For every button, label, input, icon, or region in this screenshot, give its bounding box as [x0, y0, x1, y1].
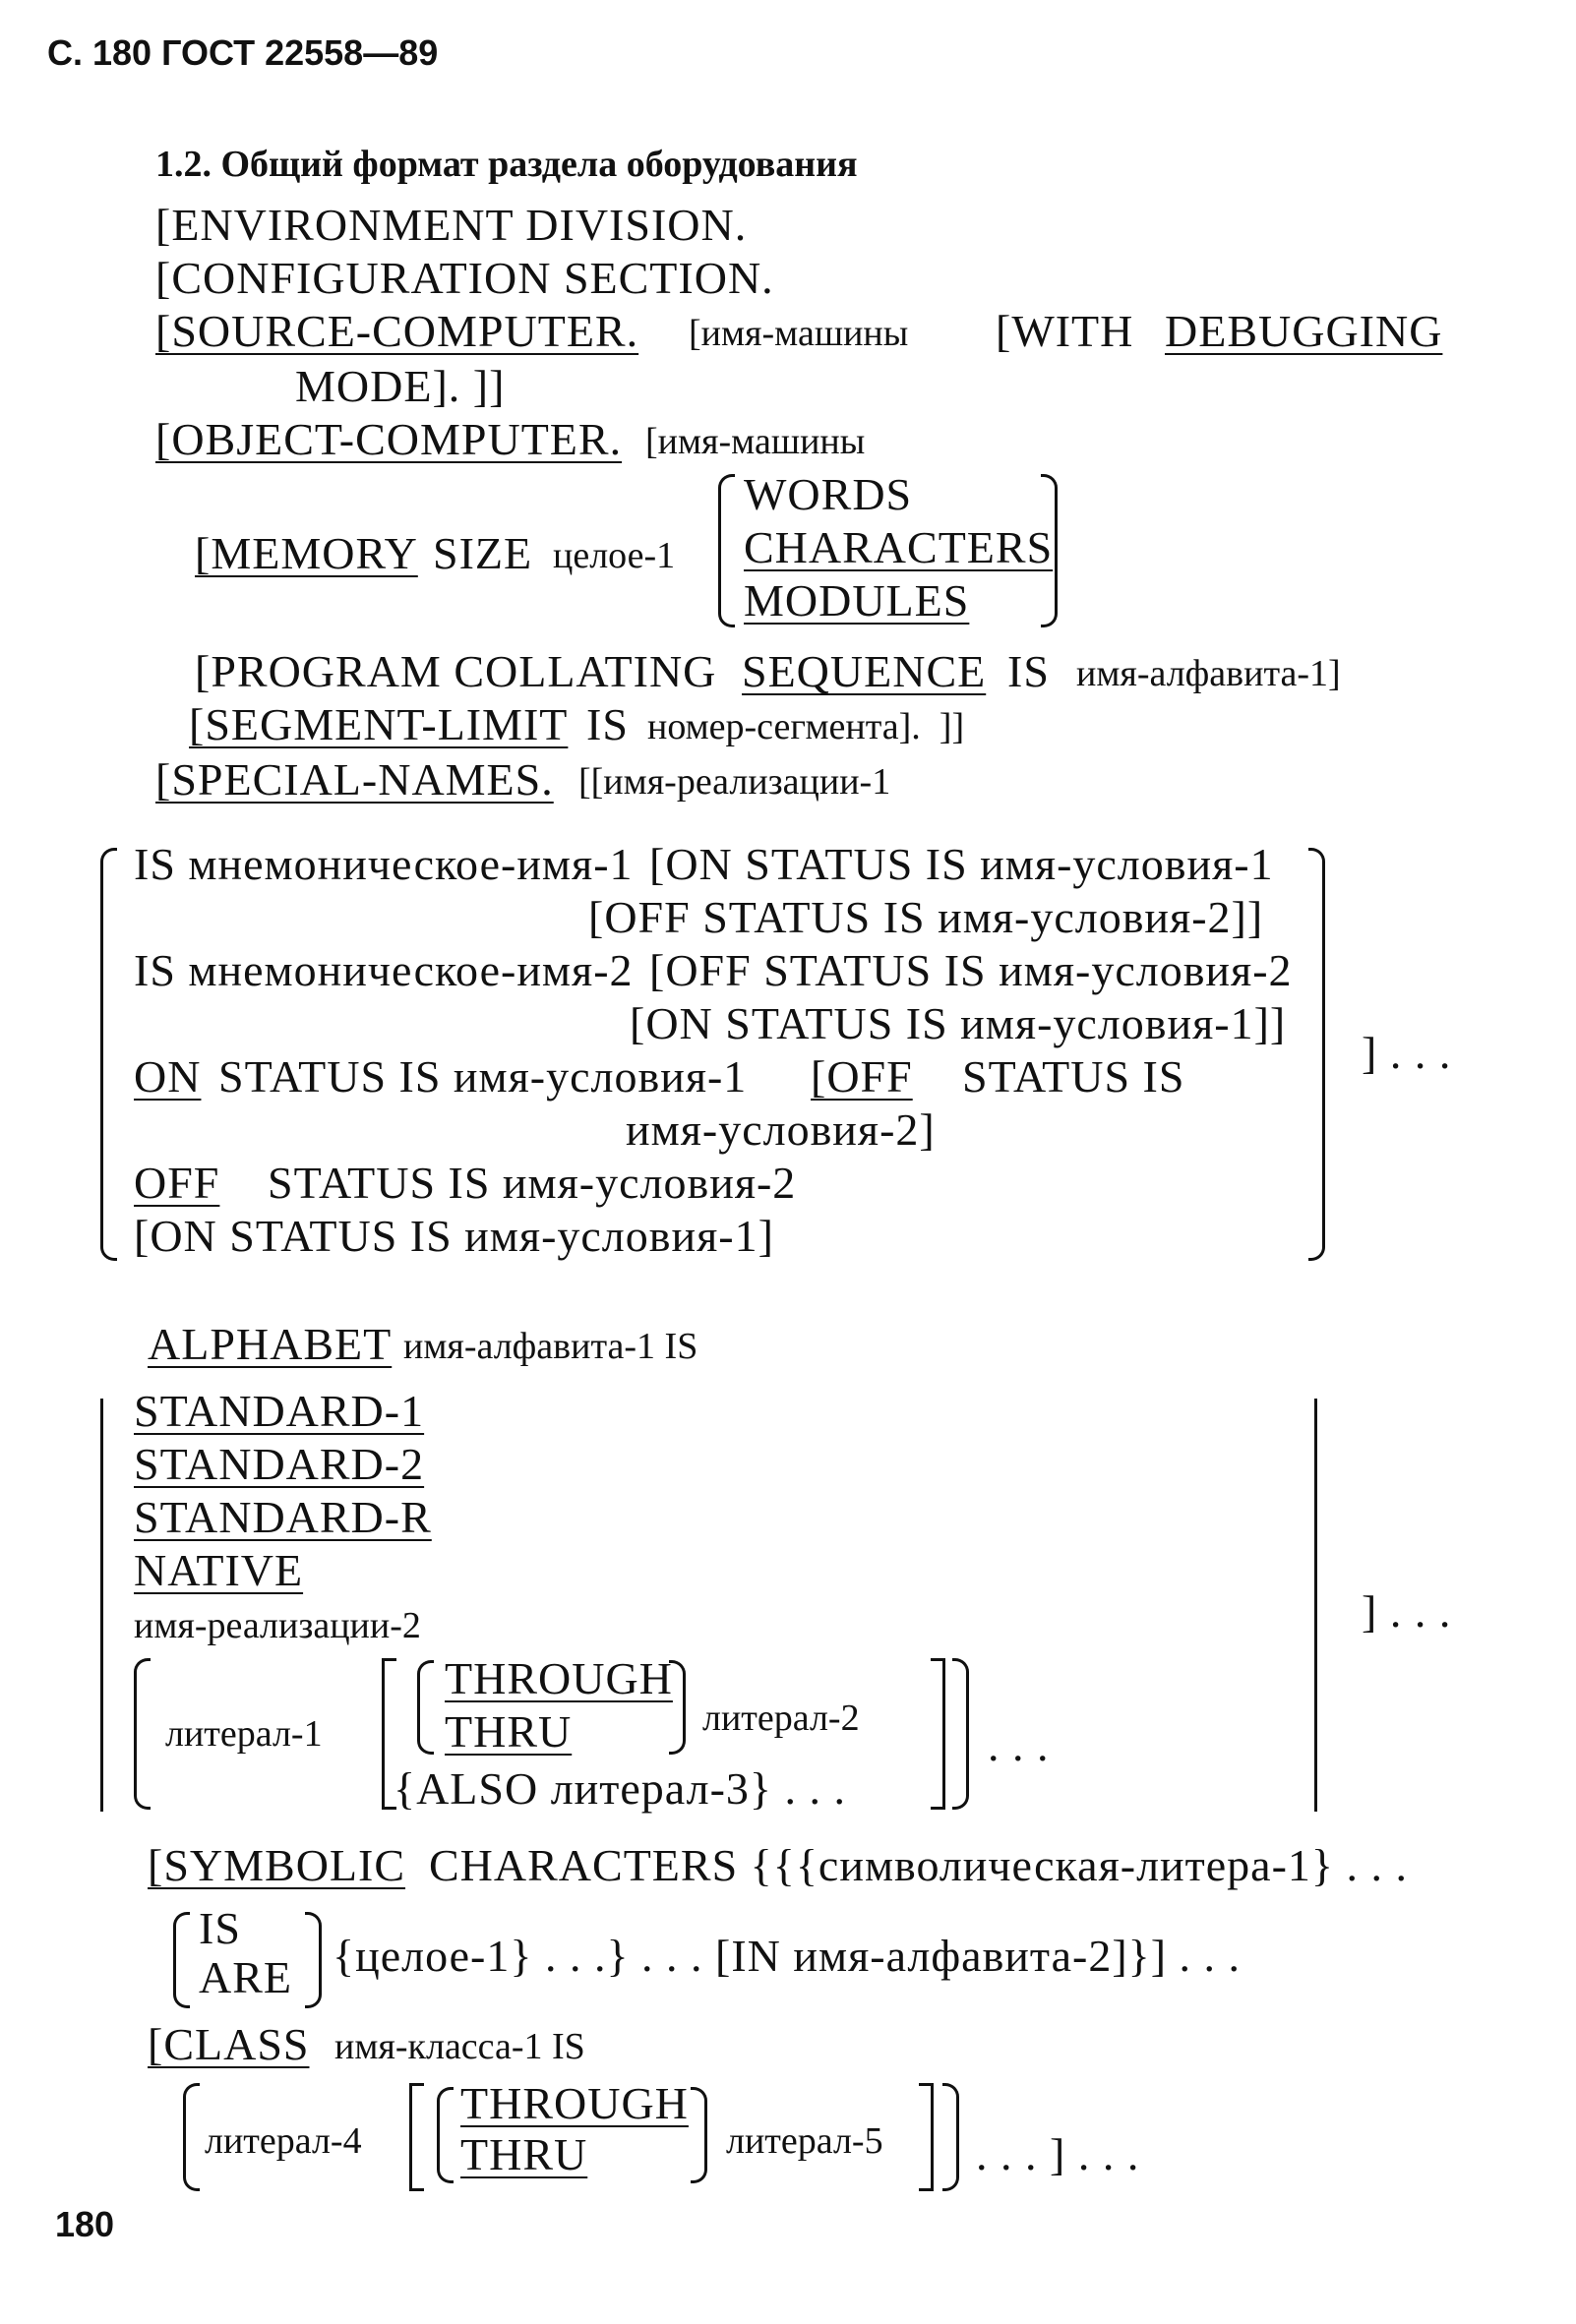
on-keyword: ON	[134, 1051, 202, 1102]
implementor-name-2-text: имя-реализации-2	[134, 1605, 421, 1646]
memory-option-words: WORDS	[744, 469, 913, 519]
standard-r-keyword: STANDARD-R	[134, 1492, 432, 1542]
class-thru-keyword: THRU	[460, 2129, 588, 2179]
class-through-right-brace	[691, 2087, 707, 2183]
standard-2-keyword: STANDARD-2	[134, 1439, 425, 1489]
are-keyword-sym: ARE	[199, 1952, 292, 2002]
section-title: 1.2. Общий формат раздела оборудования	[155, 144, 858, 185]
on-status-1-text: [ON STATUS IS имя-условия-1	[649, 839, 1274, 889]
memory-right-brace	[1041, 474, 1058, 627]
literal-repeat-dots: . . .	[988, 1720, 1050, 1770]
machine-name-text: [имя-машины	[689, 313, 909, 354]
class-left-bracket	[409, 2083, 424, 2191]
class-right-bracket	[919, 2083, 934, 2191]
memory-left-brace	[718, 474, 735, 627]
class-repeat-dots: . . . ] . . .	[976, 2129, 1140, 2179]
segment-number-text: номер-сегмента]. ]]	[647, 706, 965, 747]
sequence-keyword: SEQUENCE	[742, 646, 987, 696]
memory-option-characters: CHARACTERS	[744, 522, 1054, 572]
through-right-brace	[669, 1660, 686, 1755]
condition-name-2-text: имя-условия-2]	[626, 1104, 936, 1155]
alphabet-repeat: ] . . .	[1362, 1586, 1452, 1637]
memory-keyword: [MEMORY	[195, 528, 418, 578]
symbolic-integer-text: {целое-1} . . .} . . . [IN имя-алфавита-2]}] . . .	[333, 1931, 1242, 1981]
class-name-text: имя-класса-1 IS	[334, 2026, 585, 2067]
literal-right-brace	[952, 1658, 969, 1810]
through-keyword: THROUGH	[445, 1653, 673, 1703]
size-keyword: SIZE	[433, 528, 533, 578]
object-machine-name-text: [имя-машины	[645, 421, 866, 462]
special-names-right-brace	[1308, 848, 1325, 1261]
page-number: 180	[55, 2204, 115, 2244]
class-left-brace	[183, 2083, 200, 2191]
symbolic-keyword: [SYMBOLIC	[148, 1840, 406, 1890]
symbolic-characters-text: CHARACTERS {{{символическая-литера-1} . . .	[429, 1840, 1408, 1890]
environment-division-line: [ENVIRONMENT DIVISION.	[155, 200, 748, 250]
off-status-2-text: [OFF STATUS IS имя-условия-2]]	[588, 892, 1264, 942]
is-keyword-seg: IS	[586, 699, 629, 749]
debugging-keyword: DEBUGGING	[1165, 306, 1443, 356]
literal-1-text: литерал-1	[165, 1713, 323, 1755]
configuration-section-line: [CONFIGURATION SECTION.	[155, 253, 774, 303]
off-keyword-bracket: [OFF	[811, 1051, 913, 1102]
alphabet-name-1-text: имя-алфавита-1]	[1076, 653, 1341, 694]
literal-2-text: литерал-2	[702, 1698, 860, 1739]
literal-right-bracket	[931, 1658, 945, 1810]
class-through-left-brace	[437, 2087, 454, 2183]
also-literal-3-text: {ALSO литерал-3} . . .	[394, 1763, 846, 1814]
alphabet-keyword: ALPHABET	[148, 1319, 393, 1369]
is-keyword-pcs: IS	[1007, 646, 1050, 696]
program-collating-keyword: [PROGRAM COLLATING	[195, 646, 717, 696]
native-keyword: NATIVE	[134, 1545, 304, 1595]
on-status-condition-1-text: [ON STATUS IS имя-условия-1]	[134, 1211, 774, 1261]
integer-1-text: целое-1	[553, 535, 676, 576]
literal-4-text: литерал-4	[205, 2120, 362, 2162]
off-status-2b-text: [OFF STATUS IS имя-условия-2	[649, 945, 1293, 995]
off-keyword: OFF	[134, 1158, 220, 1208]
special-names-keyword: [SPECIAL-NAMES.	[155, 754, 554, 804]
mode-line: MODE]. ]]	[295, 361, 506, 411]
memory-option-modules: MODULES	[744, 575, 970, 626]
literal-left-brace	[134, 1658, 151, 1810]
on-status-1b-text: [ON STATUS IS имя-условия-1]]	[630, 998, 1287, 1048]
is-keyword-sym: IS	[199, 1903, 241, 1953]
status-is-condition-1: STATUS IS имя-условия-1	[218, 1051, 748, 1102]
mnemonic-2-text: IS мнемоническое-имя-2	[134, 945, 634, 995]
with-keyword: [WITH	[996, 306, 1134, 356]
source-computer-keyword: [SOURCE-COMPUTER.	[155, 306, 639, 356]
class-keyword: [CLASS	[148, 2019, 310, 2069]
implementor-name-1-text: [[имя-реализации-1	[578, 761, 891, 803]
thru-keyword: THRU	[445, 1706, 573, 1757]
is-are-right-brace	[305, 1912, 322, 2008]
literal-5-text: литерал-5	[726, 2120, 883, 2162]
mnemonic-1-text: IS мнемоническое-имя-1	[134, 839, 634, 889]
alphabet-left-bar	[100, 1399, 103, 1812]
alphabet-right-bar	[1314, 1399, 1317, 1812]
class-right-brace	[942, 2083, 959, 2191]
segment-limit-keyword: [SEGMENT-LIMIT	[189, 699, 569, 749]
page-header: С. 180 ГОСТ 22558—89	[47, 32, 439, 73]
status-is-text: STATUS IS	[962, 1051, 1185, 1102]
special-names-repeat: ] . . .	[1362, 1028, 1452, 1078]
special-names-left-brace	[100, 848, 117, 1261]
alphabet-name-is-text: имя-алфавита-1 IS	[403, 1326, 698, 1367]
standard-1-keyword: STANDARD-1	[134, 1386, 425, 1436]
is-are-left-brace	[173, 1912, 190, 2008]
object-computer-keyword: [OBJECT-COMPUTER.	[155, 414, 623, 464]
through-left-brace	[417, 1660, 434, 1755]
status-is-condition-2: STATUS IS имя-условия-2	[268, 1158, 797, 1208]
class-through-keyword: THROUGH	[460, 2078, 689, 2128]
